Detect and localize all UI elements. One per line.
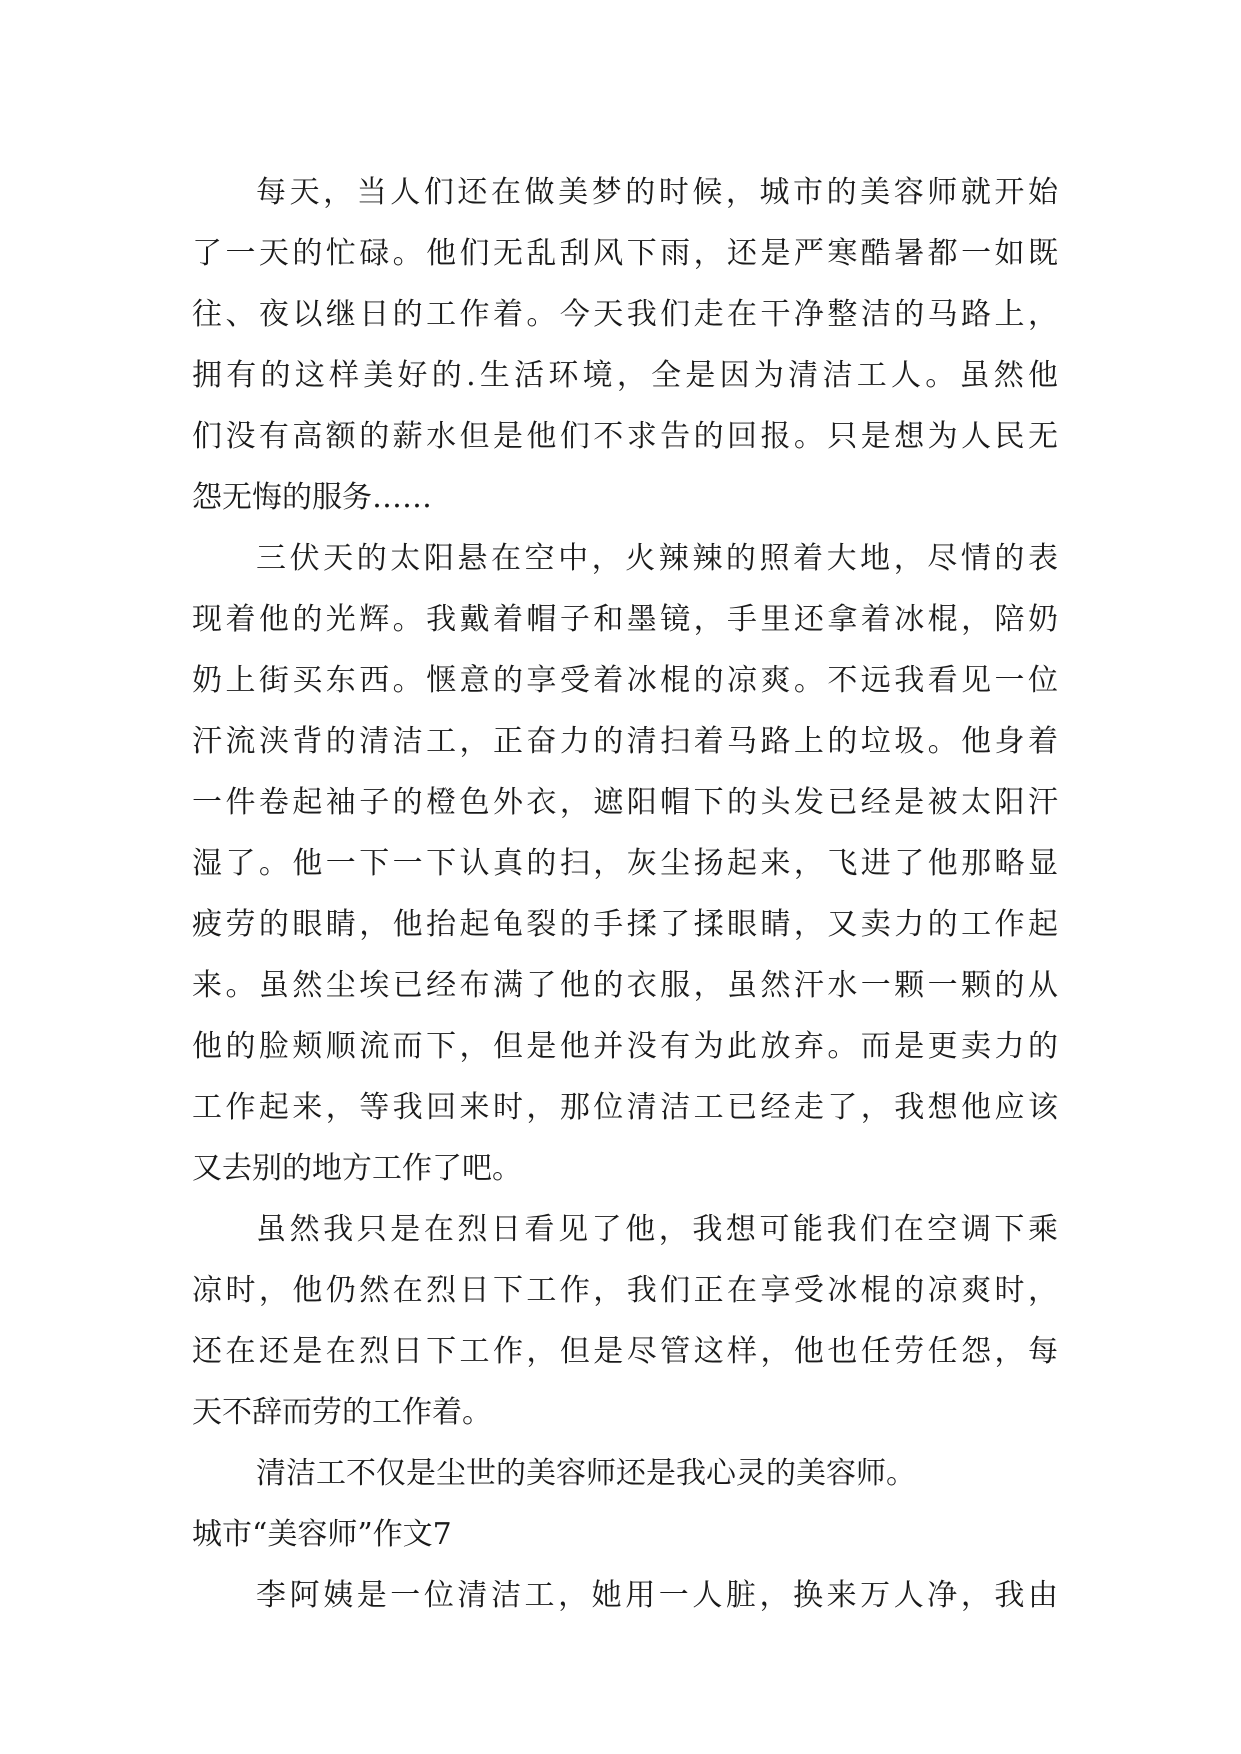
text-line: 们没有高额的薪水但是他们不求告的回报。只是想为人民无	[192, 419, 1058, 454]
text-line: 清洁工不仅是尘世的美容师还是我心灵的美容师。	[256, 1456, 916, 1491]
document-body	[192, 162, 1058, 1626]
text-line: 李阿姨是一位清洁工，她用一人脏，换来万人净，我由	[256, 1578, 1058, 1613]
text-line: 拥有的这样美好的.生活环境，全是因为清洁工人。虽然他	[192, 358, 1058, 393]
section-heading: 城市“美容师”作文7	[192, 1517, 452, 1552]
text-line: 他的脸颊顺流而下，但是他并没有为此放弃。而是更卖力的	[192, 1029, 1058, 1064]
text-line: 汗流浃背的清洁工，正奋力的清扫着马路上的垃圾。他身着	[192, 724, 1058, 759]
text-line: 奶上街买东西。惬意的享受着冰棍的凉爽。不远我看见一位	[192, 663, 1058, 698]
text-line: 了一天的忙碌。他们无乱刮风下雨，还是严寒酷暑都一如既	[192, 236, 1058, 271]
text-line: 疲劳的眼睛，他抬起龟裂的手揉了揉眼睛，又卖力的工作起	[192, 907, 1058, 942]
text-line: 每天，当人们还在做美梦的时候，城市的美容师就开始	[256, 175, 1058, 210]
text-line: 三伏天的太阳悬在空中，火辣辣的照着大地，尽情的表	[256, 541, 1058, 576]
text-line: 怨无悔的服务……	[192, 480, 432, 515]
text-line: 虽然我只是在烈日看见了他，我想可能我们在空调下乘	[256, 1212, 1058, 1247]
text-line: 还在还是在烈日下工作，但是尽管这样，他也任劳任怨，每	[192, 1334, 1058, 1369]
text-line: 现着他的光辉。我戴着帽子和墨镜，手里还拿着冰棍，陪奶	[192, 602, 1058, 637]
text-line: 又去别的地方工作了吧。	[192, 1151, 522, 1186]
text-line: 一件卷起袖子的橙色外衣，遮阳帽下的头发已经是被太阳汗	[192, 785, 1058, 820]
text-line: 湿了。他一下一下认真的扫，灰尘扬起来，飞进了他那略显	[192, 846, 1058, 881]
text-line: 工作起来，等我回来时，那位清洁工已经走了，我想他应该	[192, 1090, 1058, 1125]
text-line: 天不辞而劳的工作着。	[192, 1395, 492, 1430]
text-line: 凉时，他仍然在烈日下工作，我们正在享受冰棍的凉爽时，	[192, 1273, 1058, 1308]
text-line: 来。虽然尘埃已经布满了他的衣服，虽然汗水一颗一颗的从	[192, 968, 1058, 1003]
text-line: 往、夜以继日的工作着。今天我们走在干净整洁的马路上，	[192, 297, 1058, 332]
